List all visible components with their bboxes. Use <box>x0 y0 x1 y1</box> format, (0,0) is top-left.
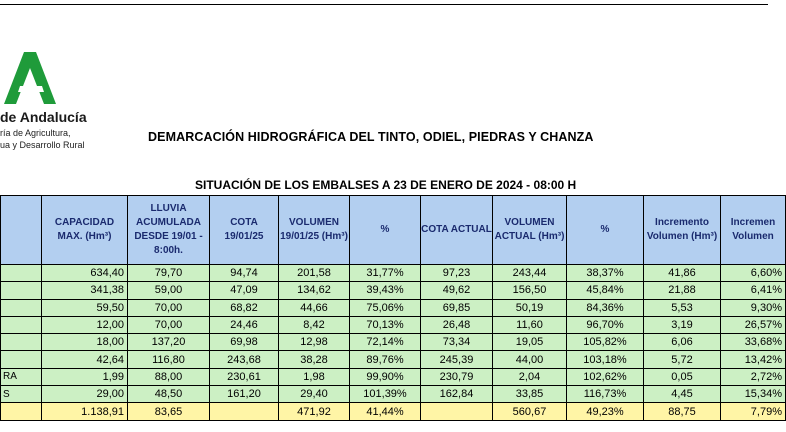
table-cell: 6,41% <box>721 282 786 299</box>
table-cell: 33,68% <box>721 334 786 351</box>
reservoir-table <box>0 195 786 421</box>
table-cell: 103,18% <box>567 351 644 368</box>
page-title: DEMARCACIÓN HIDROGRÁFICA DEL TINTO, ODIEL, PIEDRAS Y CHANZA <box>148 130 594 144</box>
table-cell: 12,00 <box>42 316 128 333</box>
column-header-5: % <box>350 196 421 265</box>
table-cell: 105,82% <box>567 334 644 351</box>
table-cell: 75,06% <box>350 299 421 316</box>
column-header-1: CAPACIDAD MAX. (Hm³) <box>42 196 128 265</box>
logo-name: de Andalucía <box>0 109 87 125</box>
table-cell: 33,85 <box>493 386 567 403</box>
table-cell: 44,66 <box>279 299 350 316</box>
table-cell: 83,65 <box>128 403 210 420</box>
table-cell: 2,04 <box>493 368 567 385</box>
table-cell: 70,13% <box>350 316 421 333</box>
table-cell: 73,34 <box>421 334 493 351</box>
table-header-row <box>1 196 786 265</box>
table-cell <box>210 403 279 420</box>
table-cell: 42,64 <box>42 351 128 368</box>
table-cell: 41,44% <box>350 403 421 420</box>
column-header-10: Incremen Volumen <box>721 196 786 265</box>
table-cell: 560,67 <box>493 403 567 420</box>
table-cell: 59,50 <box>42 299 128 316</box>
table-cell: 102,62% <box>567 368 644 385</box>
table-cell: 97,23 <box>421 265 493 282</box>
table-cell <box>1 351 42 368</box>
table-cell: 101,39% <box>350 386 421 403</box>
table-cell: 89,76% <box>350 351 421 368</box>
table-cell: 116,73% <box>567 386 644 403</box>
table-cell: 162,84 <box>421 386 493 403</box>
table-row <box>1 351 786 368</box>
table-cell: 19,05 <box>493 334 567 351</box>
table-cell: 45,84% <box>567 282 644 299</box>
table-cell: 79,70 <box>128 265 210 282</box>
table-cell: 70,00 <box>128 316 210 333</box>
table-cell: 48,50 <box>128 386 210 403</box>
table-cell: 1,99 <box>42 368 128 385</box>
table-cell: 96,70% <box>567 316 644 333</box>
table-cell: 156,50 <box>493 282 567 299</box>
table-cell: 31,77% <box>350 265 421 282</box>
table-cell: 4,45 <box>644 386 721 403</box>
table-row <box>1 386 786 403</box>
table-cell <box>1 299 42 316</box>
table-cell: 7,79% <box>721 403 786 420</box>
table-cell: 11,60 <box>493 316 567 333</box>
table-cell: 6,60% <box>721 265 786 282</box>
table-cell: 47,09 <box>210 282 279 299</box>
table-cell: 18,00 <box>42 334 128 351</box>
andalucia-logo-icon <box>4 48 58 106</box>
junta-andalucia-logo <box>0 48 110 158</box>
table-cell: 38,37% <box>567 265 644 282</box>
table-cell: 88,00 <box>128 368 210 385</box>
column-header-8: % <box>567 196 644 265</box>
table-cell: 29,00 <box>42 386 128 403</box>
table-cell: 44,00 <box>493 351 567 368</box>
table-cell: 230,79 <box>421 368 493 385</box>
table-cell: 24,46 <box>210 316 279 333</box>
table-cell: 161,20 <box>210 386 279 403</box>
table-cell: RA <box>1 368 42 385</box>
table-cell: 72,14% <box>350 334 421 351</box>
table-row <box>1 368 786 385</box>
page-subtitle: SITUACIÓN DE LOS EMBALSES A 23 DE ENERO DE 2024 - 08:00 H <box>195 178 577 192</box>
table-cell <box>421 403 493 420</box>
table-cell: 634,40 <box>42 265 128 282</box>
table-cell: 230,61 <box>210 368 279 385</box>
table-cell: 69,98 <box>210 334 279 351</box>
table-row <box>1 265 786 282</box>
table-cell: 50,19 <box>493 299 567 316</box>
table-cell: 137,20 <box>128 334 210 351</box>
table-cell: 2,72% <box>721 368 786 385</box>
table-cell: 5,53 <box>644 299 721 316</box>
table-cell <box>1 334 42 351</box>
table-cell: 1.138,91 <box>42 403 128 420</box>
table-row <box>1 334 786 351</box>
table-cell: 38,28 <box>279 351 350 368</box>
table-cell: 245,39 <box>421 351 493 368</box>
table-cell: 9,30% <box>721 299 786 316</box>
table-cell: 21,88 <box>644 282 721 299</box>
column-header-4: VOLUMEN 19/01/25 (Hm³) <box>279 196 350 265</box>
table-cell: 5,72 <box>644 351 721 368</box>
table-cell: 29,40 <box>279 386 350 403</box>
table-cell: 8,42 <box>279 316 350 333</box>
table-cell: 201,58 <box>279 265 350 282</box>
table-cell: 94,74 <box>210 265 279 282</box>
table-cell: 39,43% <box>350 282 421 299</box>
table-cell: 49,23% <box>567 403 644 420</box>
column-header-2: LLUVIA ACUMULADA DESDE 19/01 - 8:00h. <box>128 196 210 265</box>
table-row <box>1 282 786 299</box>
table-cell: 26,57% <box>721 316 786 333</box>
table-cell: 12,98 <box>279 334 350 351</box>
table-cell: 99,90% <box>350 368 421 385</box>
table-cell: 1,98 <box>279 368 350 385</box>
table-cell: 59,00 <box>128 282 210 299</box>
table-cell: 13,42% <box>721 351 786 368</box>
table-cell <box>1 282 42 299</box>
table-cell: 471,92 <box>279 403 350 420</box>
table-cell: 116,80 <box>128 351 210 368</box>
column-header-3: COTA 19/01/25 <box>210 196 279 265</box>
table-cell: 70,00 <box>128 299 210 316</box>
table-cell <box>1 265 42 282</box>
table-cell: 88,75 <box>644 403 721 420</box>
table-row <box>1 316 786 333</box>
column-header-6: COTA ACTUAL <box>421 196 493 265</box>
table-cell: 243,44 <box>493 265 567 282</box>
total-row <box>1 403 786 420</box>
column-header-7: VOLUMEN ACTUAL (Hm³) <box>493 196 567 265</box>
table-cell: 3,19 <box>644 316 721 333</box>
logo-line-2: ua y Desarrollo Rural <box>0 140 85 150</box>
table-cell: 26,48 <box>421 316 493 333</box>
table-cell: 69,85 <box>421 299 493 316</box>
table-cell: 6,06 <box>644 334 721 351</box>
table-cell: 134,62 <box>279 282 350 299</box>
table-cell: 341,38 <box>42 282 128 299</box>
table-cell: 68,82 <box>210 299 279 316</box>
table-cell <box>1 316 42 333</box>
logo-line-1: ría de Agricultura, <box>0 128 71 138</box>
table-row <box>1 299 786 316</box>
table-cell: 49,62 <box>421 282 493 299</box>
table-cell: S <box>1 386 42 403</box>
table-cell: 41,86 <box>644 265 721 282</box>
top-rule <box>0 4 768 5</box>
table-cell <box>1 403 42 420</box>
column-header-0 <box>1 196 42 265</box>
table-cell: 243,68 <box>210 351 279 368</box>
column-header-9: Incremento Volumen (Hm³) <box>644 196 721 265</box>
table-cell: 84,36% <box>567 299 644 316</box>
table-cell: 0,05 <box>644 368 721 385</box>
table-cell: 15,34% <box>721 386 786 403</box>
